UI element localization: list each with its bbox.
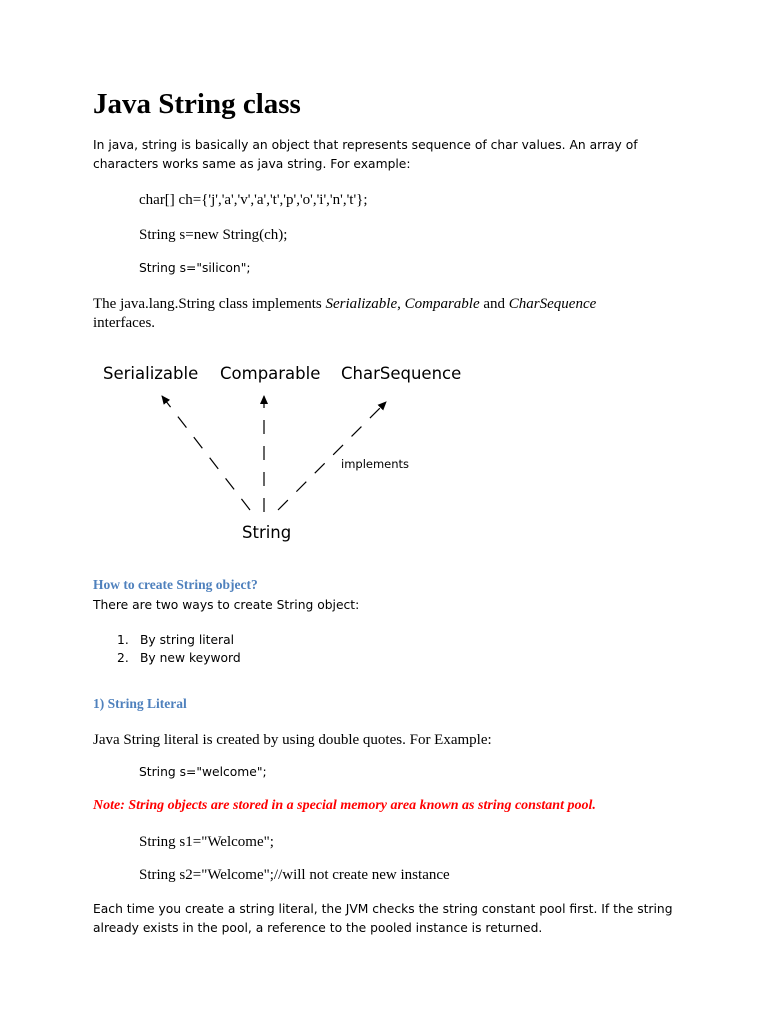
page-title: Java String class	[93, 88, 301, 120]
string-pool-paragraph: Each time you create a string literal, the JVM checks the string constant pool first. If the string already exists in the pool, a reference to the pooled instance is returned.	[93, 902, 673, 935]
code-line-s1: String s1="Welcome";	[139, 834, 274, 850]
list-item-label: By new keyword	[140, 651, 241, 665]
code-line-char-array: char[] ch={'j','a','v','a','t','p','o','i','n','t'};	[139, 192, 368, 208]
arrow-to-charsequence	[278, 402, 386, 510]
diagram-label-serializable: Serializable	[103, 364, 199, 383]
code-line-welcome: String s="welcome";	[139, 765, 267, 779]
diagram-label-implements: implements	[341, 457, 410, 471]
arrow-to-serializable	[162, 396, 250, 510]
code-line-silicon: String s="silicon";	[139, 261, 251, 275]
interface-charsequence: CharSequence	[508, 296, 597, 312]
list-item-label: By string literal	[140, 633, 235, 647]
create-methods-list	[117, 631, 241, 667]
heading-string-literal: 1) String Literal	[93, 696, 187, 711]
list-item-number: 2.	[117, 651, 129, 665]
implements-prefix: The java.lang.String class implements	[93, 296, 326, 312]
list-item	[117, 631, 241, 649]
note-string-pool: Note: String objects are stored in a special memory area known as string constant pool.	[93, 798, 596, 813]
code-line-new-string: String s=new String(ch);	[139, 227, 288, 243]
implements-suffix: interfaces.	[93, 315, 156, 331]
intro-paragraph: In java, string is basically an object that represents sequence of char values. An array of characters works same as java string. For example:	[93, 138, 638, 171]
diagram-label-comparable: Comparable	[220, 364, 321, 383]
diagram-label-string: String	[242, 523, 292, 542]
list-item-number: 1.	[117, 633, 129, 647]
code-line-s2: String s2="Welcome";//will not create new instance	[139, 867, 450, 883]
diagram-label-charsequence: CharSequence	[341, 364, 462, 383]
implements-sep2: and	[479, 296, 509, 312]
create-string-text: There are two ways to create String object:	[93, 598, 360, 612]
interface-serializable: Serializable	[325, 296, 398, 312]
heading-create-string: How to create String object?	[93, 577, 258, 592]
string-literal-text: Java String literal is created by using double quotes. For Example:	[93, 732, 492, 748]
list-item	[117, 649, 241, 667]
interface-comparable: Comparable	[404, 296, 480, 312]
implements-sep1: ,	[397, 296, 405, 312]
